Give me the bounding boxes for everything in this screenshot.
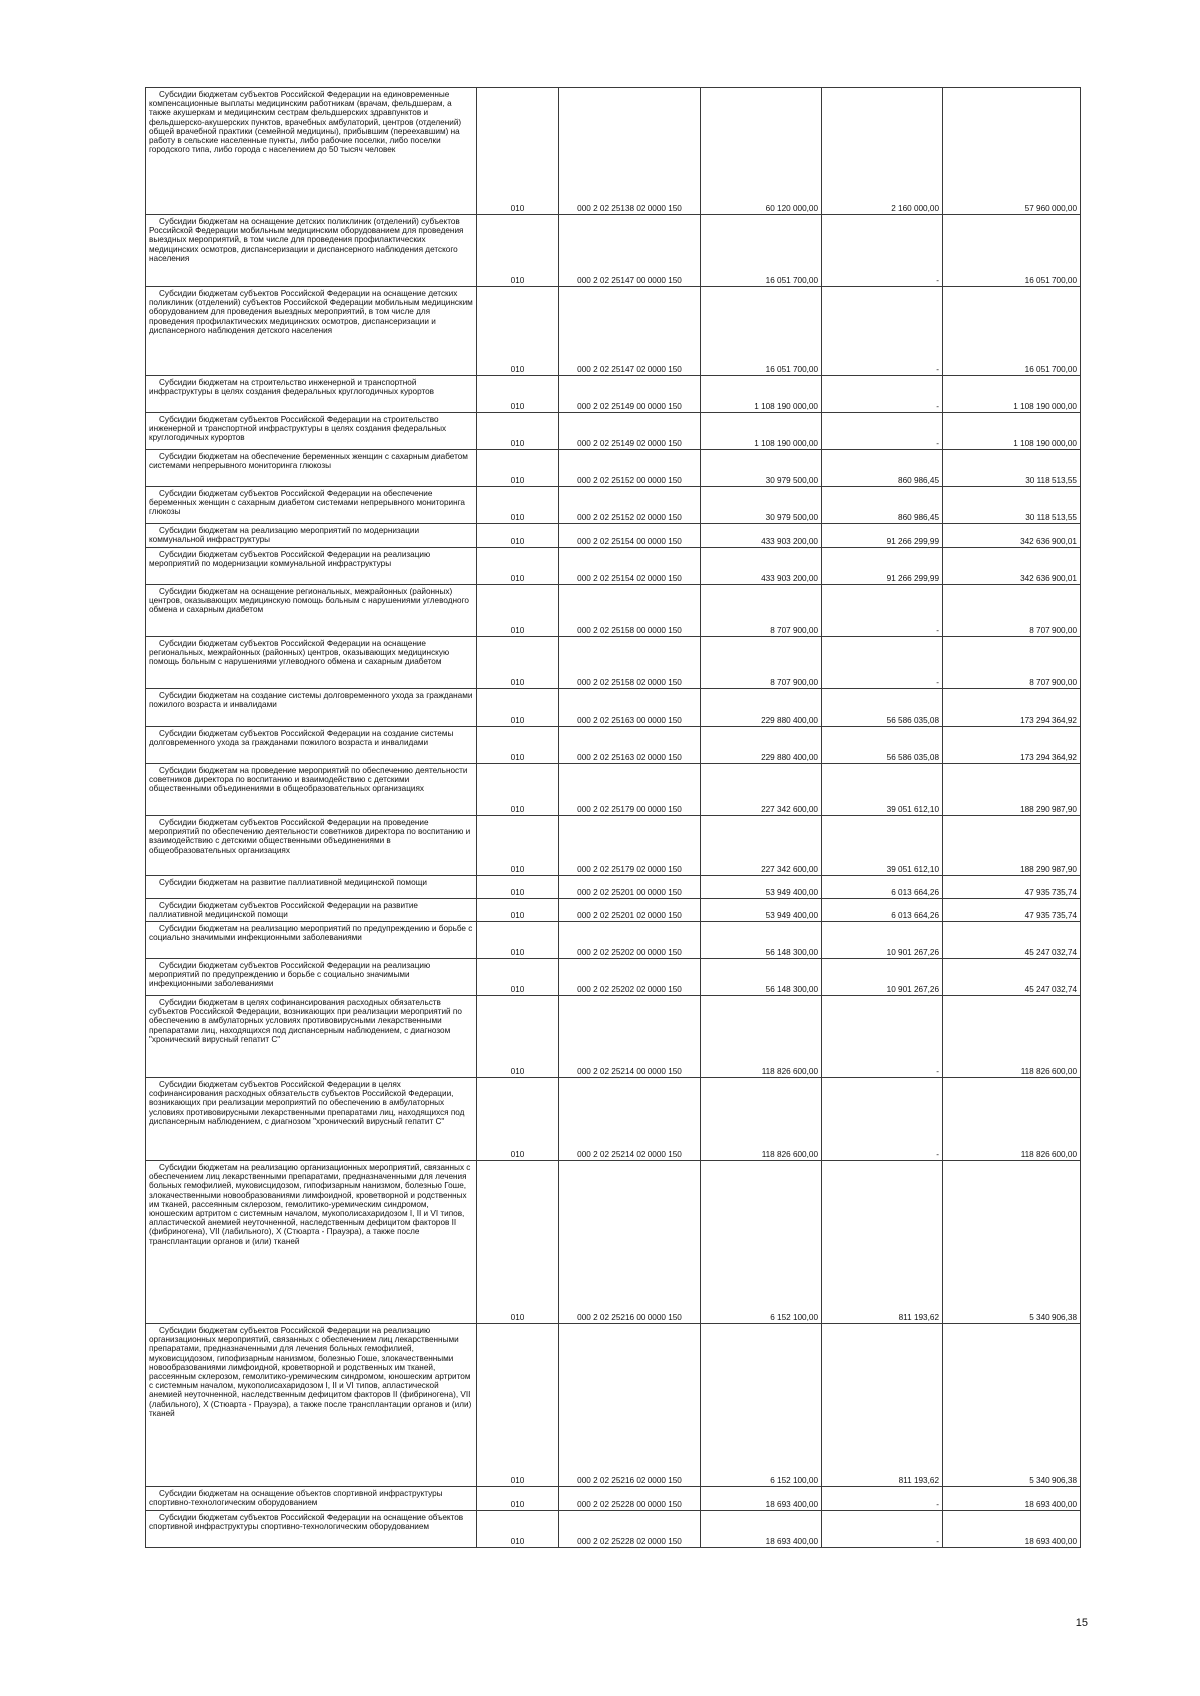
row-code: 010 bbox=[477, 876, 559, 899]
row-kbk: 000 2 02 25201 00 0000 150 bbox=[559, 876, 701, 899]
row-kbk: 000 2 02 25202 02 0000 150 bbox=[559, 959, 701, 996]
row-remaining: 342 636 900,01 bbox=[943, 524, 1081, 548]
row-approved: 60 120 000,00 bbox=[701, 88, 822, 215]
row-approved: 56 148 300,00 bbox=[701, 922, 822, 959]
row-executed: 39 051 612,10 bbox=[822, 764, 943, 816]
row-code: 010 bbox=[477, 487, 559, 524]
table-row bbox=[146, 727, 1081, 764]
row-approved: 16 051 700,00 bbox=[701, 287, 822, 376]
row-name: Субсидии бюджетам на реализацию организационных мероприятий, связанных с обеспечением лиц лекарственными препаратами, предназначенными для лечения больных гемофилией, муковисцидозом, гипофизарным нанизмом, болезнью Гоше, злокачественными новообразованиями лимфоидной, кроветворной и родственных им тканей, рассеянным склерозом, гемолитико-уремическим синдромом, юношеским артритом с системным началом, мукополисахаридозом I, II и VI типов, апластической анемией неуточненной, наследственным дефицитом факторов II (фибриногена), VII (лабильного), X (Стюарта - Прауэра), а также после трансплантации органов и (или) тканей bbox=[146, 1161, 477, 1324]
row-executed: 39 051 612,10 bbox=[822, 816, 943, 876]
row-kbk: 000 2 02 25154 02 0000 150 bbox=[559, 548, 701, 585]
row-code: 010 bbox=[477, 1487, 559, 1511]
row-name: Субсидии бюджетам на реализацию мероприятий по модернизации коммунальной инфраструктуры bbox=[146, 524, 477, 548]
row-executed: 10 901 267,26 bbox=[822, 922, 943, 959]
row-name: Субсидии бюджетам на проведение мероприятий по обеспечению деятельности советников директора по воспитанию и взаимодействию с детскими общественными объединениями в общеобразовательных организациях bbox=[146, 764, 477, 816]
row-kbk: 000 2 02 25158 02 0000 150 bbox=[559, 637, 701, 689]
row-executed: 91 266 299,99 bbox=[822, 548, 943, 585]
table-row bbox=[146, 413, 1081, 450]
row-kbk: 000 2 02 25179 02 0000 150 bbox=[559, 816, 701, 876]
row-code: 010 bbox=[477, 1161, 559, 1324]
row-remaining: 57 960 000,00 bbox=[943, 88, 1081, 215]
table-row bbox=[146, 922, 1081, 959]
table-row bbox=[146, 287, 1081, 376]
row-approved: 1 108 190 000,00 bbox=[701, 413, 822, 450]
row-kbk: 000 2 02 25214 02 0000 150 bbox=[559, 1078, 701, 1161]
row-code: 010 bbox=[477, 816, 559, 876]
row-name: Субсидии бюджетам субъектов Российской Федерации на проведение мероприятий по обеспечению деятельности советников директора по воспитанию и взаимодействию с детскими общественными объединениями в общеобразовательных организациях bbox=[146, 816, 477, 876]
row-name: Субсидии бюджетам субъектов Российской Федерации на развитие паллиативной медицинской помощи bbox=[146, 899, 477, 922]
row-approved: 229 880 400,00 bbox=[701, 727, 822, 764]
row-remaining: 18 693 400,00 bbox=[943, 1511, 1081, 1548]
row-kbk: 000 2 02 25154 00 0000 150 bbox=[559, 524, 701, 548]
row-approved: 1 108 190 000,00 bbox=[701, 376, 822, 413]
row-remaining: 45 247 032,74 bbox=[943, 959, 1081, 996]
row-approved: 8 707 900,00 bbox=[701, 637, 822, 689]
table-row bbox=[146, 1511, 1081, 1548]
row-code: 010 bbox=[477, 215, 559, 287]
row-remaining: 16 051 700,00 bbox=[943, 287, 1081, 376]
row-name: Субсидии бюджетам субъектов Российской Федерации на реализацию мероприятий по модернизации коммунальной инфраструктуры bbox=[146, 548, 477, 585]
row-remaining: 18 693 400,00 bbox=[943, 1487, 1081, 1511]
row-remaining: 5 340 906,38 bbox=[943, 1324, 1081, 1487]
row-code: 010 bbox=[477, 764, 559, 816]
row-remaining: 173 294 364,92 bbox=[943, 689, 1081, 727]
row-code: 010 bbox=[477, 1511, 559, 1548]
row-executed: - bbox=[822, 637, 943, 689]
row-name: Субсидии бюджетам на оснащение объектов спортивной инфраструктуры спортивно-технологическим оборудованием bbox=[146, 1487, 477, 1511]
row-kbk: 000 2 02 25163 02 0000 150 bbox=[559, 727, 701, 764]
row-remaining: 47 935 735,74 bbox=[943, 899, 1081, 922]
row-remaining: 47 935 735,74 bbox=[943, 876, 1081, 899]
table-row bbox=[146, 637, 1081, 689]
row-name: Субсидии бюджетам субъектов Российской Федерации на единовременные компенсационные выплаты медицинским работникам (врачам, фельдшерам, а также акушеркам и медицинским сестрам фельдшерских здравпунктов и фельдшерско-акушерских пунктов, врачебных амбулаторий, центров (отделений) общей врачебной практики (семейной медицины), прибывшим (переехавшим) на работу в сельские населенные пункты, либо рабочие поселки, либо поселки городского типа, либо города с населением до 50 тысяч человек bbox=[146, 88, 477, 215]
row-remaining: 342 636 900,01 bbox=[943, 548, 1081, 585]
row-kbk: 000 2 02 25214 00 0000 150 bbox=[559, 996, 701, 1078]
table-row bbox=[146, 1078, 1081, 1161]
row-executed: 860 986,45 bbox=[822, 487, 943, 524]
row-name: Субсидии бюджетам субъектов Российской Федерации на реализацию организационных мероприятий, связанных с обеспечением лиц лекарственными препаратами, предназначенными для лечения больных гемофилией, муковисцидозом, гипофизарным нанизмом, болезнью Гоше, злокачественными новообразованиями лимфоидной, кроветворной и родственных им тканей, рассеянным склерозом, гемолитико-уремическим синдромом, юношеским артритом с системным началом, мукополисахаридозом I, II и VI типов, апластической анемией неуточненной, наследственным дефицитом факторов II (фибриногена), VII (лабильного), X (Стюарта - Прауэра), а также после трансплантации органов и (или) тканей bbox=[146, 1324, 477, 1487]
row-name: Субсидии бюджетам на строительство инженерной и транспортной инфраструктуры в целях создания федеральных круглогодичных курортов bbox=[146, 376, 477, 413]
row-kbk: 000 2 02 25201 02 0000 150 bbox=[559, 899, 701, 922]
row-remaining: 118 826 600,00 bbox=[943, 1078, 1081, 1161]
row-remaining: 1 108 190 000,00 bbox=[943, 376, 1081, 413]
table-row bbox=[146, 899, 1081, 922]
row-kbk: 000 2 02 25149 00 0000 150 bbox=[559, 376, 701, 413]
row-kbk: 000 2 02 25152 02 0000 150 bbox=[559, 487, 701, 524]
row-code: 010 bbox=[477, 450, 559, 487]
table-row bbox=[146, 1487, 1081, 1511]
row-executed: 6 013 664,26 bbox=[822, 876, 943, 899]
row-executed: 6 013 664,26 bbox=[822, 899, 943, 922]
row-approved: 433 903 200,00 bbox=[701, 524, 822, 548]
row-executed: 56 586 035,08 bbox=[822, 689, 943, 727]
table-row bbox=[146, 524, 1081, 548]
row-approved: 53 949 400,00 bbox=[701, 876, 822, 899]
row-approved: 16 051 700,00 bbox=[701, 215, 822, 287]
row-name: Субсидии бюджетам субъектов Российской Федерации на оснащение региональных, межрайонных (районных) центров, оказывающих медицинскую помощь больным с нарушениями углеводного обмена и сахарным диабетом bbox=[146, 637, 477, 689]
table-row bbox=[146, 548, 1081, 585]
page-number: 15 bbox=[1075, 1617, 1088, 1629]
row-executed: - bbox=[822, 287, 943, 376]
table-row bbox=[146, 215, 1081, 287]
row-approved: 8 707 900,00 bbox=[701, 585, 822, 637]
table-row bbox=[146, 487, 1081, 524]
row-kbk: 000 2 02 25163 00 0000 150 bbox=[559, 689, 701, 727]
row-code: 010 bbox=[477, 922, 559, 959]
row-executed: - bbox=[822, 1511, 943, 1548]
row-executed: - bbox=[822, 585, 943, 637]
row-remaining: 188 290 987,90 bbox=[943, 816, 1081, 876]
row-name: Субсидии бюджетам субъектов Российской Федерации на оснащение объектов спортивной инфраструктуры спортивно-технологическим оборудованием bbox=[146, 1511, 477, 1548]
row-remaining: 30 118 513,55 bbox=[943, 450, 1081, 487]
budget-table bbox=[145, 87, 1081, 1548]
row-approved: 433 903 200,00 bbox=[701, 548, 822, 585]
row-executed: 860 986,45 bbox=[822, 450, 943, 487]
row-executed: - bbox=[822, 1487, 943, 1511]
row-name: Субсидии бюджетам на реализацию мероприятий по предупреждению и борьбе с социально значимыми инфекционными заболеваниями bbox=[146, 922, 477, 959]
table-row bbox=[146, 88, 1081, 215]
row-kbk: 000 2 02 25138 02 0000 150 bbox=[559, 88, 701, 215]
row-code: 010 bbox=[477, 413, 559, 450]
row-remaining: 188 290 987,90 bbox=[943, 764, 1081, 816]
row-executed: 811 193,62 bbox=[822, 1161, 943, 1324]
row-approved: 227 342 600,00 bbox=[701, 764, 822, 816]
table-row bbox=[146, 585, 1081, 637]
row-remaining: 8 707 900,00 bbox=[943, 637, 1081, 689]
row-code: 010 bbox=[477, 689, 559, 727]
row-approved: 118 826 600,00 bbox=[701, 1078, 822, 1161]
table-row bbox=[146, 450, 1081, 487]
row-kbk: 000 2 02 25152 00 0000 150 bbox=[559, 450, 701, 487]
row-code: 010 bbox=[477, 1324, 559, 1487]
row-name: Субсидии бюджетам субъектов Российской Федерации на обеспечение беременных женщин с сахарным диабетом системами непрерывного мониторинга глюкозы bbox=[146, 487, 477, 524]
row-kbk: 000 2 02 25158 00 0000 150 bbox=[559, 585, 701, 637]
row-approved: 6 152 100,00 bbox=[701, 1324, 822, 1487]
row-executed: - bbox=[822, 413, 943, 450]
table-row bbox=[146, 764, 1081, 816]
row-remaining: 1 108 190 000,00 bbox=[943, 413, 1081, 450]
row-approved: 56 148 300,00 bbox=[701, 959, 822, 996]
row-code: 010 bbox=[477, 899, 559, 922]
row-name: Субсидии бюджетам субъектов Российской Федерации на реализацию мероприятий по предупреждению и борьбе с социально значимыми инфекционными заболеваниями bbox=[146, 959, 477, 996]
row-approved: 118 826 600,00 bbox=[701, 996, 822, 1078]
row-name: Субсидии бюджетам на создание системы долговременного ухода за гражданами пожилого возраста и инвалидами bbox=[146, 689, 477, 727]
table-row bbox=[146, 876, 1081, 899]
row-code: 010 bbox=[477, 1078, 559, 1161]
row-code: 010 bbox=[477, 548, 559, 585]
row-name: Субсидии бюджетам субъектов Российской Федерации на оснащение детских поликлиник (отделений) субъектов Российской Федерации мобильным медицинским оборудованием для проведения выездных мероприятий, в том числе для проведения профилактических медицинских осмотров, диспансеризации и диспансерного наблюдения детского населения bbox=[146, 287, 477, 376]
row-remaining: 173 294 364,92 bbox=[943, 727, 1081, 764]
table-body bbox=[146, 88, 1081, 1548]
row-code: 010 bbox=[477, 88, 559, 215]
row-approved: 30 979 500,00 bbox=[701, 487, 822, 524]
row-remaining: 30 118 513,55 bbox=[943, 487, 1081, 524]
row-approved: 30 979 500,00 bbox=[701, 450, 822, 487]
row-executed: - bbox=[822, 996, 943, 1078]
row-name: Субсидии бюджетам на оснащение региональных, межрайонных (районных) центров, оказывающих медицинскую помощь больным с нарушениями углеводного обмена и сахарным диабетом bbox=[146, 585, 477, 637]
row-remaining: 118 826 600,00 bbox=[943, 996, 1081, 1078]
row-name: Субсидии бюджетам субъектов Российской Федерации на строительство инженерной и транспортной инфраструктуры в целях создания федеральных круглогодичных курортов bbox=[146, 413, 477, 450]
row-code: 010 bbox=[477, 959, 559, 996]
row-code: 010 bbox=[477, 727, 559, 764]
table-row bbox=[146, 816, 1081, 876]
table-row bbox=[146, 959, 1081, 996]
row-code: 010 bbox=[477, 637, 559, 689]
row-executed: 56 586 035,08 bbox=[822, 727, 943, 764]
row-remaining: 8 707 900,00 bbox=[943, 585, 1081, 637]
table-row bbox=[146, 1324, 1081, 1487]
row-name: Субсидии бюджетам на оснащение детских поликлиник (отделений) субъектов Российской Федерации мобильным медицинским оборудованием для проведения выездных мероприятий, в том числе для проведения профилактических медицинских осмотров, диспансеризации и диспансерного наблюдения детского населения bbox=[146, 215, 477, 287]
row-kbk: 000 2 02 25179 00 0000 150 bbox=[559, 764, 701, 816]
row-code: 010 bbox=[477, 585, 559, 637]
row-kbk: 000 2 02 25228 02 0000 150 bbox=[559, 1511, 701, 1548]
row-executed: - bbox=[822, 215, 943, 287]
table-row bbox=[146, 376, 1081, 413]
row-code: 010 bbox=[477, 524, 559, 548]
row-kbk: 000 2 02 25216 02 0000 150 bbox=[559, 1324, 701, 1487]
row-approved: 6 152 100,00 bbox=[701, 1161, 822, 1324]
row-kbk: 000 2 02 25147 00 0000 150 bbox=[559, 215, 701, 287]
row-executed: - bbox=[822, 1078, 943, 1161]
row-name: Субсидии бюджетам субъектов Российской Федерации в целях софинансирования расходных обязательств субъектов Российской Федерации, возникающих при реализации мероприятий по обеспечению в амбулаторных условиях противовирусными лекарственными препаратами лиц, находящихся под диспансерным наблюдением, с диагнозом "хронический вирусный гепатит С" bbox=[146, 1078, 477, 1161]
row-kbk: 000 2 02 25147 02 0000 150 bbox=[559, 287, 701, 376]
row-executed: 91 266 299,99 bbox=[822, 524, 943, 548]
row-approved: 18 693 400,00 bbox=[701, 1511, 822, 1548]
row-name: Субсидии бюджетам субъектов Российской Федерации на создание системы долговременного ухода за гражданами пожилого возраста и инвалидами bbox=[146, 727, 477, 764]
row-code: 010 bbox=[477, 287, 559, 376]
row-remaining: 45 247 032,74 bbox=[943, 922, 1081, 959]
row-code: 010 bbox=[477, 376, 559, 413]
row-remaining: 16 051 700,00 bbox=[943, 215, 1081, 287]
row-kbk: 000 2 02 25149 02 0000 150 bbox=[559, 413, 701, 450]
row-executed: 10 901 267,26 bbox=[822, 959, 943, 996]
row-executed: - bbox=[822, 376, 943, 413]
row-approved: 229 880 400,00 bbox=[701, 689, 822, 727]
row-code: 010 bbox=[477, 996, 559, 1078]
table-row bbox=[146, 1161, 1081, 1324]
table-row bbox=[146, 996, 1081, 1078]
row-kbk: 000 2 02 25228 00 0000 150 bbox=[559, 1487, 701, 1511]
row-approved: 227 342 600,00 bbox=[701, 816, 822, 876]
row-remaining: 5 340 906,38 bbox=[943, 1161, 1081, 1324]
row-name: Субсидии бюджетам на развитие паллиативной медицинской помощи bbox=[146, 876, 477, 899]
row-name: Субсидии бюджетам в целях софинансирования расходных обязательств субъектов Российской Федерации, возникающих при реализации мероприятий по обеспечению в амбулаторных условиях противовирусными лекарственными препаратами лиц, находящихся под диспансерным наблюдением, с диагнозом "хронический вирусный гепатит С" bbox=[146, 996, 477, 1078]
row-executed: 811 193,62 bbox=[822, 1324, 943, 1487]
row-approved: 53 949 400,00 bbox=[701, 899, 822, 922]
row-approved: 18 693 400,00 bbox=[701, 1487, 822, 1511]
row-executed: 2 160 000,00 bbox=[822, 88, 943, 215]
row-kbk: 000 2 02 25216 00 0000 150 bbox=[559, 1161, 701, 1324]
row-name: Субсидии бюджетам на обеспечение беременных женщин с сахарным диабетом системами непрерывного мониторинга глюкозы bbox=[146, 450, 477, 487]
row-kbk: 000 2 02 25202 00 0000 150 bbox=[559, 922, 701, 959]
table-row bbox=[146, 689, 1081, 727]
